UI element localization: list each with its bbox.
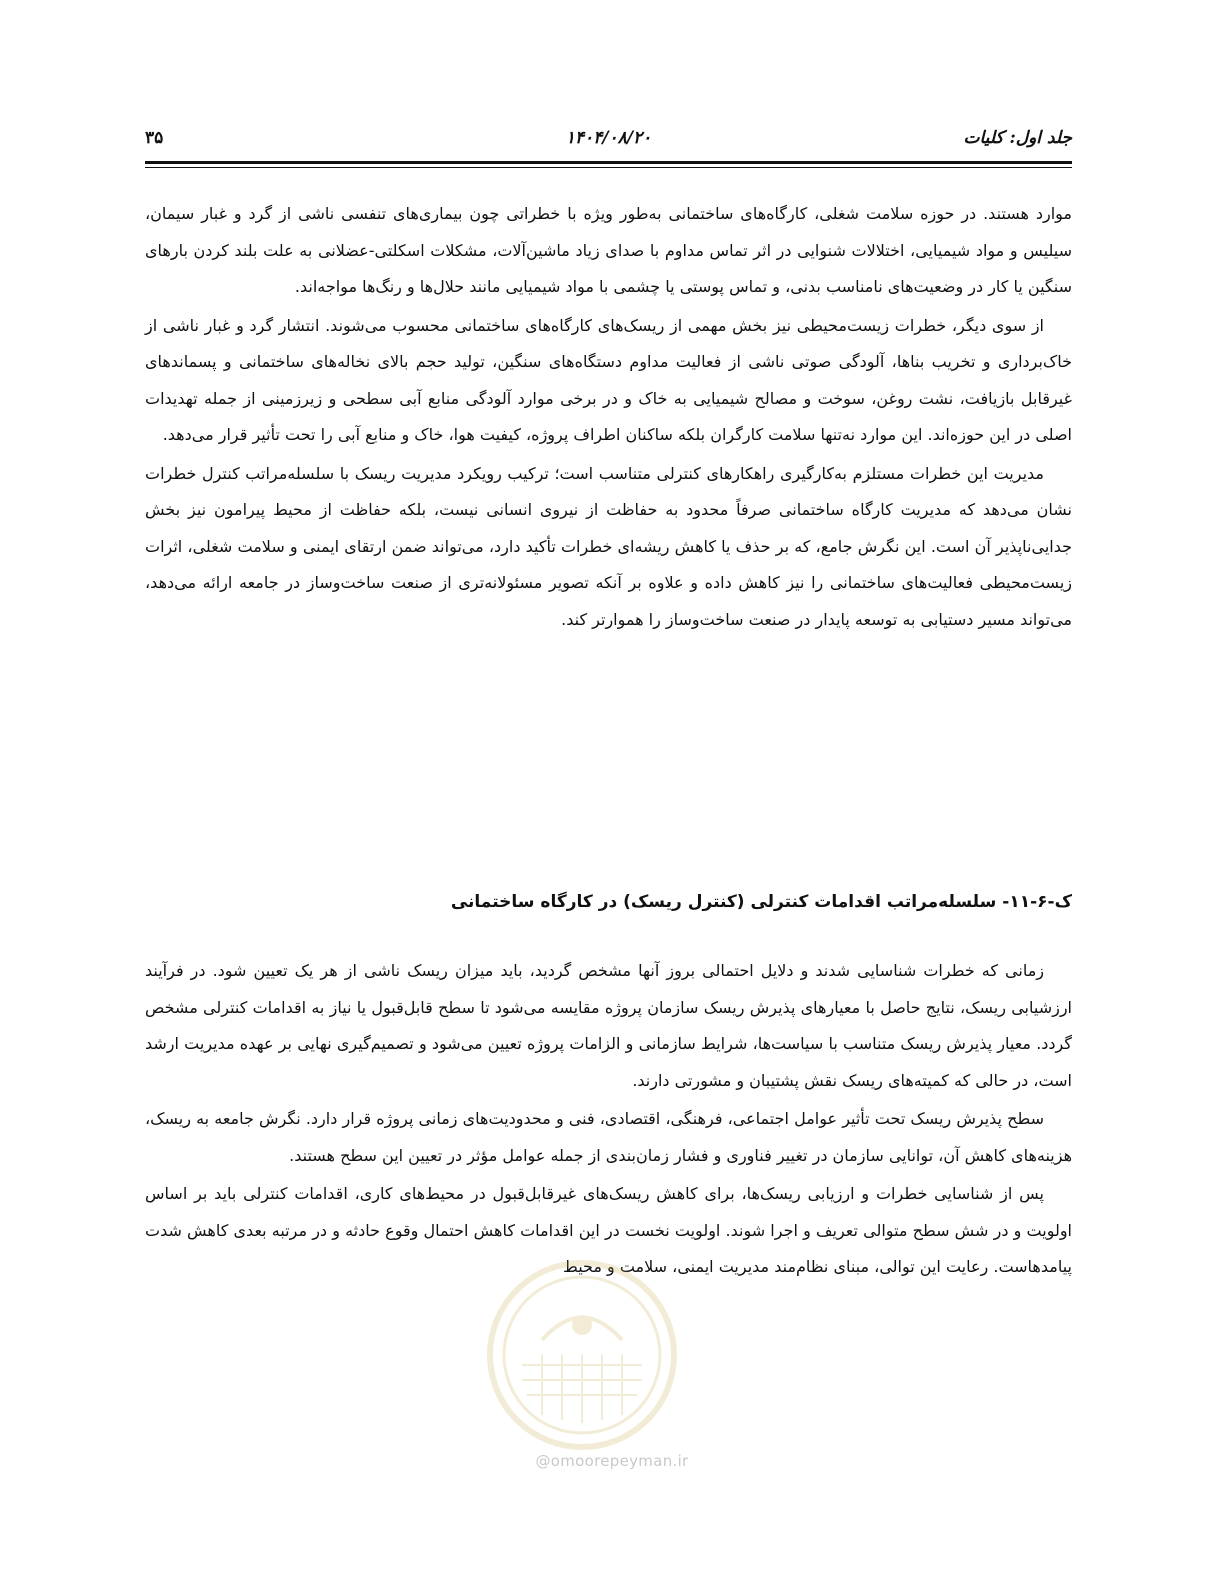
running-title: جلد اول: کلیات (963, 128, 1072, 148)
paragraph: پس از شناسایی خطرات و ارزیابی ریسک‌ها، برای کاهش ریسک‌های غیرقابل‌قبول در محیط‌های کاری، اقدامات کنترلی باید بر اساس اولویت و در شش سطح متوالی تعریف و اجرا شوند. اولویت نخست در این اقدامات کاهش احتمال وقوع حادثه و در مرتبه بعدی کاهش شدت پیامدهاست. رعایت این توالی، مبنای نظام‌مند مدیریت ایمنی، سلامت و محیط (145, 1184, 1072, 1276)
watermark-url: @omoorepeyman.ir (535, 1452, 689, 1470)
section-heading: ک-۶-۱۱- سلسله‌مراتب اقدامات کنترلی (کنترل ریسک) در کارگاه ساختمانی (450, 892, 1072, 912)
body-text-top (145, 196, 1072, 640)
header-date: ۱۴۰۴/۰۸/۲۰ (565, 128, 652, 148)
paragraph: سطح پذیرش ریسک تحت تأثیر عوامل اجتماعی، فرهنگی، اقتصادی، فنی و محدودیت‌های زمانی پروژه قرار دارد. نگرش جامعه به ریسک، هزینه‌های کاهش آن، توانایی سازمان در تغییر فناوری و فشار زمان‌بندی از جمله عوامل مؤثر در تعیین این سطح هستند. (145, 1109, 1072, 1165)
header-rule-thin (145, 167, 1072, 168)
paragraph: زمانی که خطرات شناسایی شدند و دلایل احتمالی بروز آنها مشخص گردید، باید میزان ریسک ناشی از هر یک تعیین شود. در فرآیند ارزشیابی ریسک، نتایج حاصل با معیارهای پذیرش ریسک سازمان پروژه مقایسه می‌شود تا سطح قابل‌قبول یا نیاز به اقدامات کنترلی مشخص گردد. معیار پذیرش ریسک متناسب با سیاست‌ها، شرایط سازمانی و الزامات پروژه تعیین می‌شود و تصمیم‌گیری نهایی بر عهده مدیریت ارشد است، در حالی که کمیته‌های ریسک نقش پشتیبان و مشورتی دارند. (145, 961, 1072, 1090)
header-rule-thick (145, 161, 1072, 164)
page-header (145, 128, 1072, 160)
paragraph: موارد هستند. در حوزه سلامت شغلی، کارگاه‌های ساختمانی به‌طور ویژه با خطراتی چون بیماری‌های تنفسی ناشی از گرد و غبار سیمان، سیلیس و مواد شیمیایی، اختلالات شنوایی در اثر تماس مداوم با صدای زیاد ماشین‌آلات، مشکلات اسکلتی-عضلانی به علت بلند کردن بارهای سنگین یا کار در وضعیت‌های نامناسب بدنی، و تماس پوستی یا چشمی با مواد شیمیایی مانند حلال‌ها و رنگ‌ها مواجه‌اند. (145, 204, 1072, 296)
paragraph: مدیریت این خطرات مستلزم به‌کارگیری راهکارهای کنترلی متناسب است؛ ترکیب رویکرد مدیریت ریسک با سلسله‌مراتب کنترل خطرات نشان می‌دهد که مدیریت کارگاه ساختمانی صرفاً محدود به حفاظت از نیروی انسانی نیست، بلکه حفاظت از محیط پیرامون نیز بخش جدایی‌ناپذیر آن است. این نگرش جامع، که بر حذف یا کاهش ریشه‌ای خطرات تأکید دارد، می‌تواند ضمن ارتقای ایمنی و سلامت شغلی، اثرات زیست‌محیطی فعالیت‌های ساختمانی را نیز کاهش داده و علاوه بر آنکه تصویر مسئولانه‌تری از صنعت ساخت‌وساز در جامعه ارائه می‌دهد، می‌تواند مسیر دستیابی به توسعه پایدار در صنعت ساخت‌وساز را هموارتر کند. (145, 463, 1072, 629)
page-number: ۳۵ (145, 128, 164, 148)
body-text-bottom (145, 953, 1072, 1288)
paragraph: از سوی دیگر، خطرات زیست‌محیطی نیز بخش مهمی از ریسک‌های کارگاه‌های ساختمانی محسوب می‌شوند. انتشار گرد و غبار ناشی از خاک‌برداری و تخریب بناها، آلودگی صوتی ناشی از فعالیت مداوم دستگاه‌های سنگین، تولید حجم بالای نخاله‌های ساختمانی و پسماندهای غیرقابل بازیافت، نشت روغن، سوخت و مصالح شیمیایی به خاک و در برخی موارد آلودگی منابع آبی سطحی و زیرزمینی از جمله تهدیدات اصلی در این حوزه‌اند. این موارد نه‌تنها سلامت کارگران بلکه ساکنان اطراف پروژه، کیفیت هوا، خاک و منابع آبی را تحت تأثیر قرار می‌دهد. (145, 315, 1072, 444)
